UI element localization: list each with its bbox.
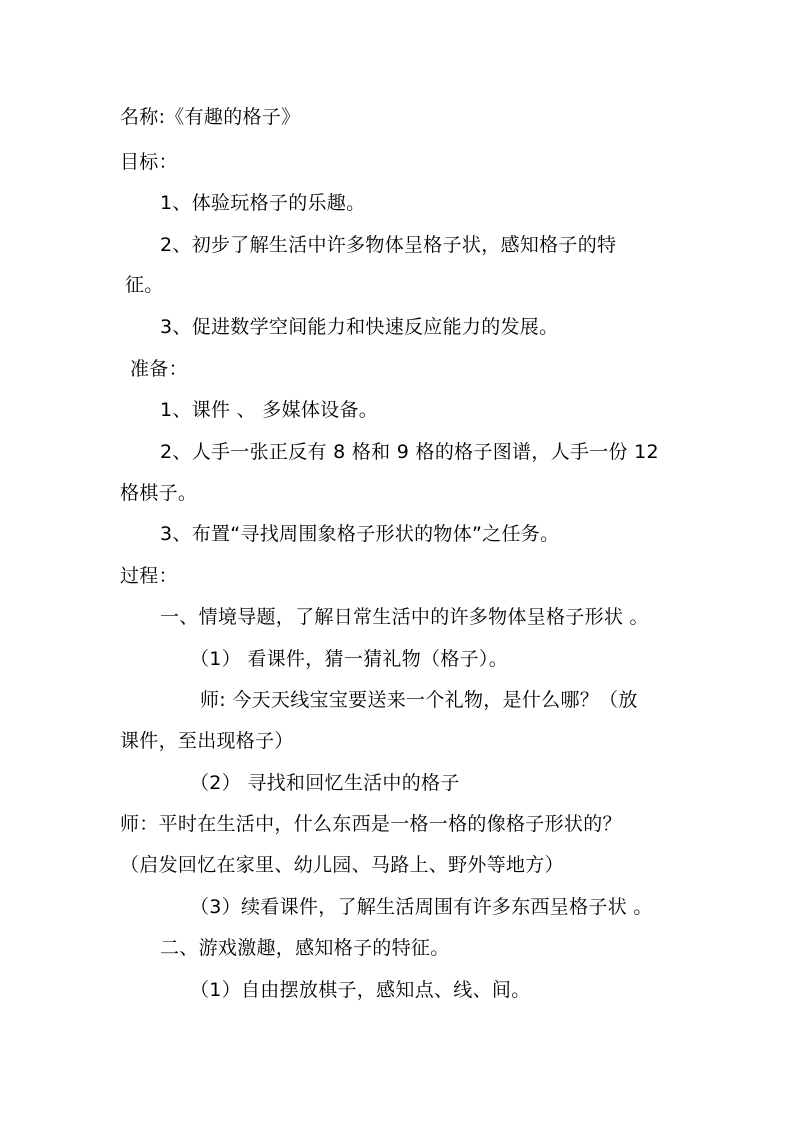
goal-item-2: 2、初步了解生活中许多物体呈格子状，感知格子的特	[160, 234, 617, 256]
goal-item-2-continued: 征。	[125, 274, 164, 296]
teacher-line-2: 师：平时在生活中，什么东西是一格一格的像格子形状的？	[120, 813, 622, 835]
process-step-1: （1） 看课件，猜一猜礼物（格子）。	[190, 648, 509, 670]
document-title: 名称:《有趣的格子》	[120, 106, 301, 128]
process-step-2: （2） 寻找和回忆生活中的格子	[190, 772, 460, 794]
goal-item-1: 1、体验玩格子的乐趣。	[160, 192, 366, 214]
preparation-item-1: 1、课件 、 多媒体设备。	[160, 399, 379, 421]
goals-heading: 目标：	[120, 151, 178, 173]
goal-item-3: 3、促进数学空间能力和快速反应能力的发展。	[160, 316, 559, 338]
process-step-3: （3）续看课件，了解生活周围有许多东西呈格子状 。	[190, 896, 653, 918]
teacher-line-1-continued: 课件，至出现格子）	[120, 730, 294, 752]
process-section-2: 二、游戏激趣，感知格子的特征。	[160, 937, 450, 959]
teacher-line-2-note: （启发回忆在家里、幼儿园、马路上、野外等地方）	[120, 854, 564, 876]
preparation-item-2: 2、人手一张正反有 8 格和 9 格的格子图谱，人手一份 12	[160, 441, 659, 463]
preparation-item-2-continued: 格棋子。	[120, 482, 198, 504]
process-section-2-step-1: （1）自由摆放棋子，感知点、线、间。	[190, 979, 531, 1001]
teacher-line-1: 师: 今天天线宝宝要送来一个礼物，是什么哪？（放	[200, 689, 638, 711]
preparation-item-3: 3、布置“寻找周围象格子形状的物体”之任务。	[160, 523, 560, 545]
preparation-heading: 准备：	[130, 358, 188, 380]
process-section-1: 一、情境导题，了解日常生活中的许多物体呈格子形状 。	[160, 606, 649, 628]
process-heading: 过程：	[120, 565, 178, 587]
